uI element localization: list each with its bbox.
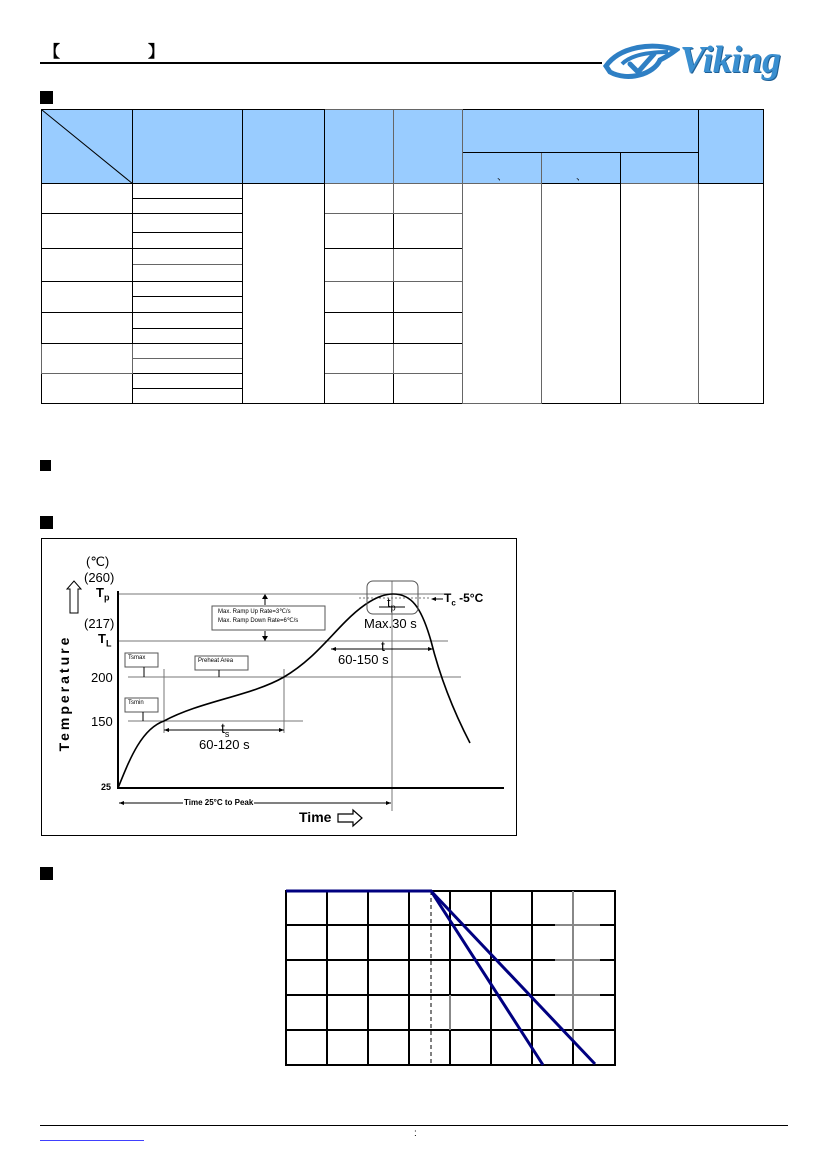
table-row-5-c4 <box>394 344 463 374</box>
derating-curve-2 <box>431 891 595 1064</box>
table-row-4-model <box>42 313 133 344</box>
header-bracket-open: 【 <box>44 42 61 61</box>
table-row-4-sub-a <box>133 313 243 329</box>
table-col-7-merged <box>621 184 699 404</box>
tc-text: T <box>444 591 452 605</box>
table-col-5-merged <box>463 184 542 404</box>
derating-chart <box>280 885 625 1075</box>
table-row-4-sub-b <box>133 329 243 344</box>
header-rule <box>40 62 602 64</box>
header-group <box>463 110 699 153</box>
ts-sub: s <box>224 728 230 739</box>
table-row-4-c4 <box>394 313 463 344</box>
spec-table <box>41 109 764 404</box>
header-col-8 <box>699 110 764 184</box>
derating-curve-1 <box>286 891 543 1065</box>
tsmax-label: Tsmax <box>128 655 146 661</box>
table-row-0-c3 <box>325 184 394 214</box>
table-col-6-merged <box>542 184 621 404</box>
t-range-label: 60-150 s <box>338 652 389 667</box>
tick-260: (260) <box>84 570 115 585</box>
tl-label: T <box>98 631 106 646</box>
section-marker-4 <box>40 867 53 880</box>
table-row-2-c4 <box>394 249 463 282</box>
table-row-3-sub-a <box>133 282 243 297</box>
tp-sub: p <box>103 592 110 603</box>
table-row-6-c3 <box>325 374 394 404</box>
tick-200: 200 <box>91 670 113 685</box>
subheader-2: 、 <box>542 153 621 184</box>
ramp-down-text: Max. Ramp Down Rate=6℃/s <box>218 618 299 624</box>
table-row-0-sub-a <box>133 184 243 199</box>
subheader-1: 、 <box>463 153 542 184</box>
tick-tl <box>98 631 111 649</box>
tick-25: 25 <box>101 782 112 792</box>
table-row-1-model <box>42 214 133 249</box>
preheat-label: Preheat Area <box>198 658 234 664</box>
ramp-up-text: Max. Ramp Up Rate=3℃/s <box>218 609 291 615</box>
subheader-3 <box>621 153 699 184</box>
table-row-4-c3 <box>325 313 394 344</box>
tc-offset: -5°C <box>459 591 484 605</box>
tick-217: (217) <box>84 616 115 631</box>
table-row-6-sub-b <box>133 389 243 404</box>
header-col-1 <box>133 110 243 184</box>
tp-time-sub: p <box>390 602 396 613</box>
tl-sub: L <box>105 638 112 649</box>
tc-label <box>444 591 483 607</box>
table-row-6-sub-a <box>133 374 243 389</box>
section-marker-1 <box>40 91 53 104</box>
tsmin-label: Tsmin <box>128 700 144 706</box>
header-col-3 <box>325 110 394 184</box>
table-row-1-c4 <box>394 214 463 249</box>
table-row-2-sub-a <box>133 249 243 265</box>
tp-label: T <box>96 585 104 600</box>
t-label: t <box>381 638 385 654</box>
footer-rule <box>40 1125 788 1126</box>
table-col-8-merged <box>699 184 764 404</box>
time-to-peak-label: Time 25°C to Peak <box>184 798 254 807</box>
max30-label: Max.30 s <box>364 616 417 631</box>
diagonal-line <box>42 110 133 184</box>
tc-sub: c <box>451 598 456 608</box>
table-row-5-sub-b <box>133 359 243 374</box>
header-col-4 <box>394 110 463 184</box>
table-row-5-model <box>42 344 133 374</box>
section-marker-3 <box>40 516 53 529</box>
table-row-2-model <box>42 249 133 282</box>
footer-page-separator: : <box>414 1128 417 1139</box>
table-row-3-model <box>42 282 133 313</box>
table-row-3-sub-b <box>133 297 243 313</box>
footer-link[interactable] <box>40 1140 144 1141</box>
header-bracket-close: 】 <box>148 42 165 61</box>
table-row-2-c3 <box>325 249 394 282</box>
tick-150: 150 <box>91 714 113 729</box>
ramp-rate-box <box>218 608 298 626</box>
section-marker-2 <box>40 460 51 471</box>
table-row-1-c3 <box>325 214 394 249</box>
table-row-3-c3 <box>325 282 394 313</box>
tp-time-label <box>387 595 396 613</box>
table-row-0-c4 <box>394 184 463 214</box>
reflow-chart-frame <box>41 538 517 836</box>
table-row-0-model <box>42 184 133 214</box>
header-col-2 <box>243 110 325 184</box>
table-corner-diagonal <box>42 110 133 184</box>
table-row-3-c4 <box>394 282 463 313</box>
unit-label-text: (℃) <box>86 554 110 569</box>
table-row-5-sub-a <box>133 344 243 359</box>
logo-text: Viking <box>680 39 781 81</box>
viking-logo <box>602 38 802 84</box>
x-axis-title: Time <box>299 809 332 825</box>
y-axis-title: Temperature <box>56 634 72 752</box>
table-row-1-sub-b <box>133 233 243 249</box>
ts-text: t <box>221 720 225 736</box>
table-row-6-c4 <box>394 374 463 404</box>
ts-range-label: 60-120 s <box>199 737 250 752</box>
table-row-5-c3 <box>325 344 394 374</box>
eye-check-logo-icon <box>602 40 680 82</box>
table-row-0-sub-b <box>133 199 243 214</box>
table-col-2-merged <box>243 184 325 404</box>
tp-time-text: t <box>387 595 391 610</box>
table-row-1-sub-a <box>133 214 243 233</box>
tick-tp <box>96 585 109 603</box>
table-row-2-sub-b <box>133 265 243 282</box>
ts-label <box>221 720 229 739</box>
table-row-6-model <box>42 374 133 404</box>
